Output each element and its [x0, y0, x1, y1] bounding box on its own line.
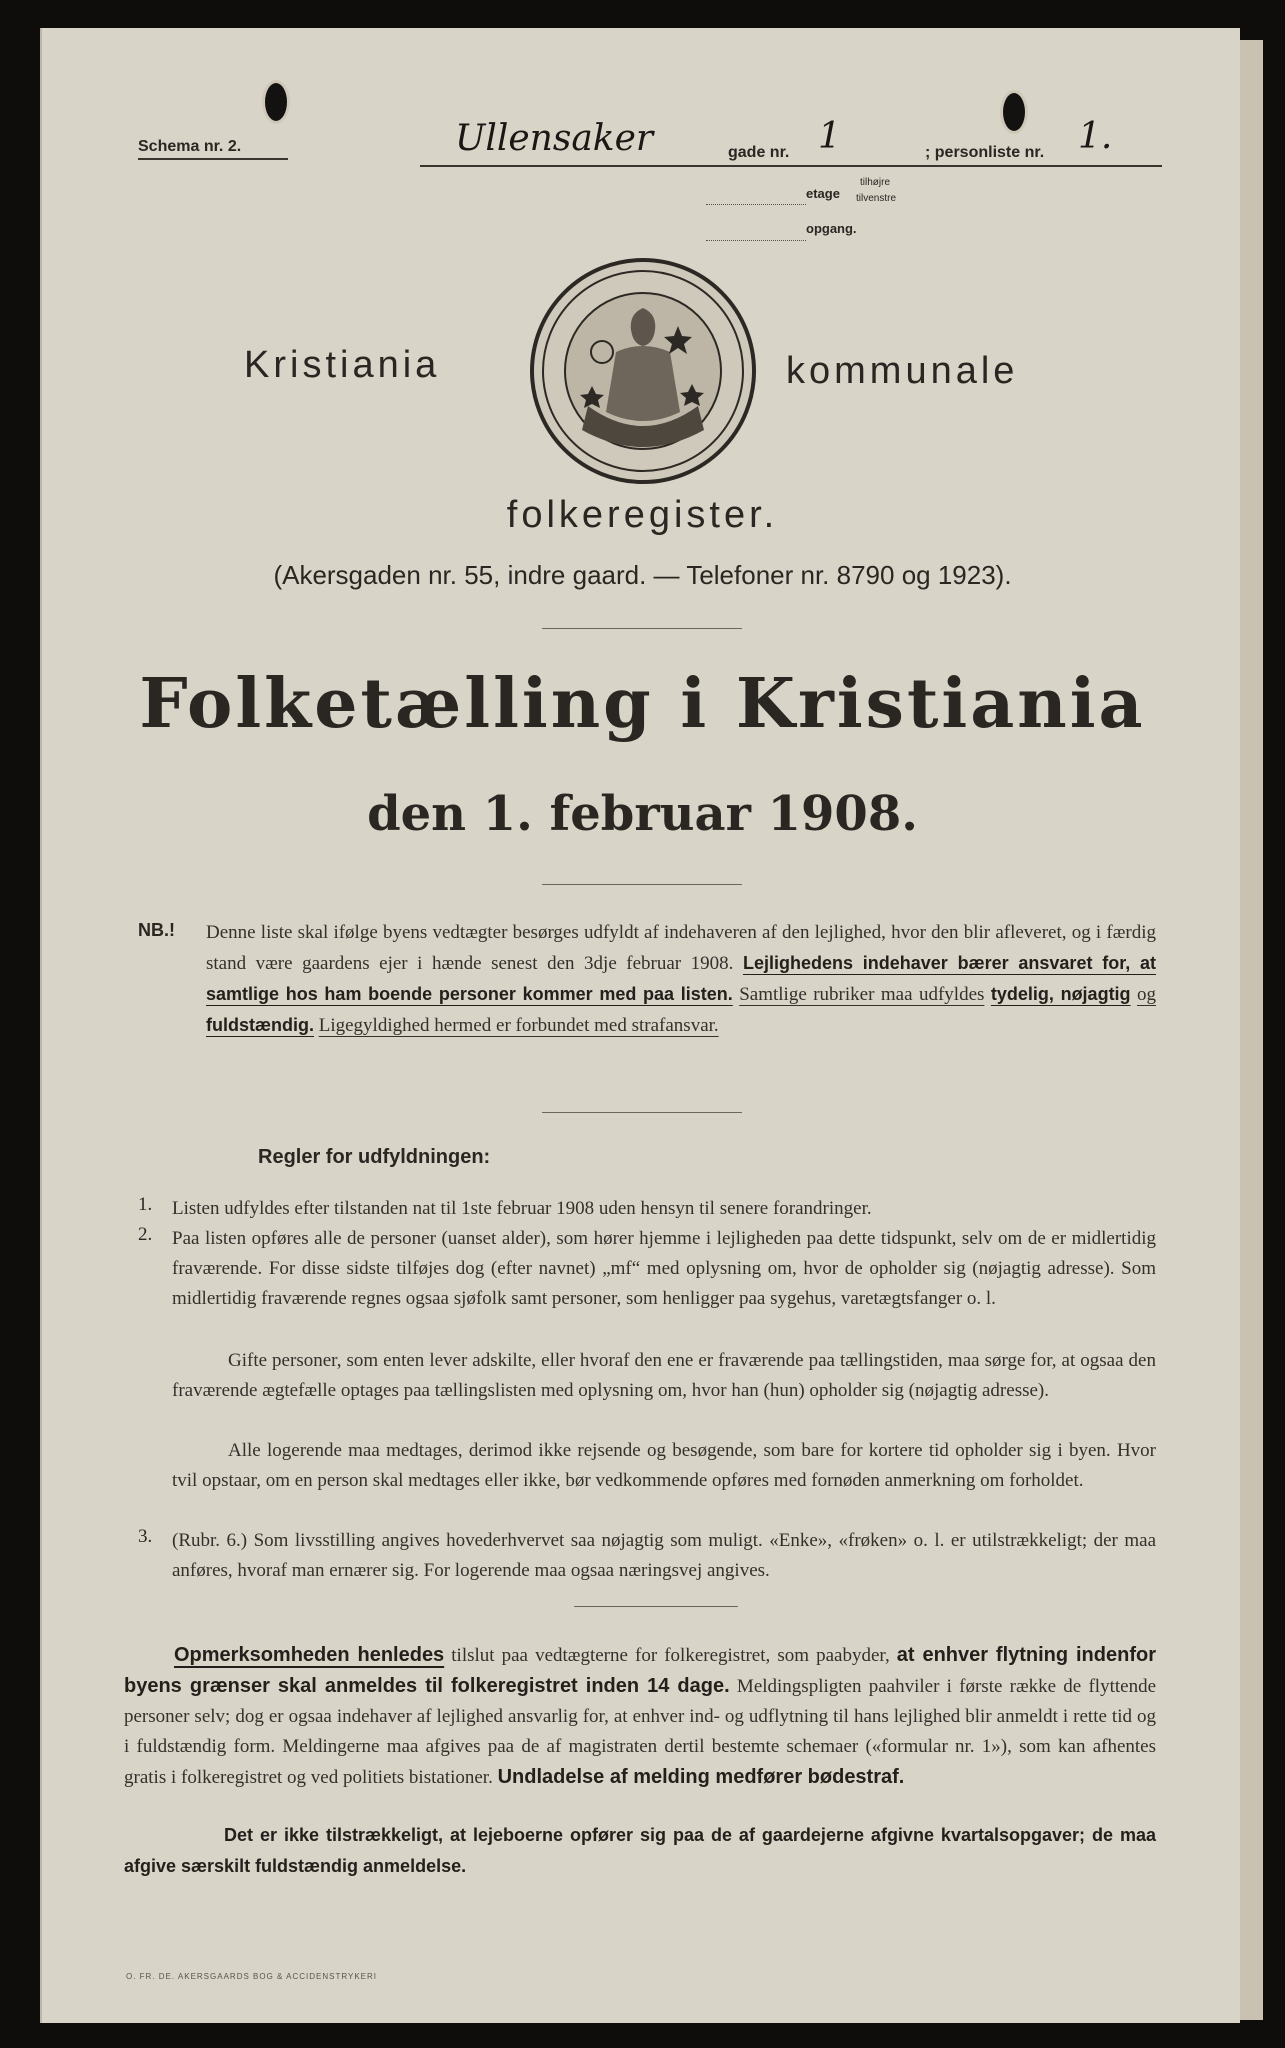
nb-paragraph — [206, 918, 1156, 1041]
notice-bold-1: at enhver flytning indenfor byens grænser skal anmeldes til folkeregistret inden 14 dage. — [124, 1644, 1156, 1697]
notice-bold-3: Det er ikke tilstrækkeligt, at lejeboerne opfører sig paa de af gaardejerne afgivne kvartalsopgaver; de maa afgive særskilt fuldstændig anmeldelse. — [124, 1825, 1156, 1876]
nb-text-2: Samtlige rubriker maa udfyldes — [739, 984, 985, 1005]
notice-text-1: tilslut paa vedtægterne for folkeregistret, som paabyder, — [451, 1645, 890, 1666]
masthead-address: (Akersgaden nr. 55, indre gaard. — Telefoner nr. 8790 og 1923). — [273, 560, 1012, 590]
rule-3-text: (Rubr. 6.) Som livsstilling angives hovederhvervet saa nøjagtig som muligt. «Enke», «frøken» o. l. er utilstrækkeligt; der maa anføres, hvoraf man ernærer sig. For logerende maa ogsaa næringsvej angives. — [172, 1530, 1156, 1581]
rule-2-logerende-text: Alle logerende maa medtages, derimod ikke rejsende og besøgende, som bare for kortere tid opholder sig i byen. Hvor tvil opstaar, om en person skal medtages eller ikke, bør vedkommende opføres med fornøden anmerkning om forholdet. — [172, 1440, 1156, 1491]
opgang-blank — [706, 240, 806, 241]
gade-number-handwritten: 1 — [818, 116, 841, 157]
street-name-handwritten: Ullensaker — [455, 118, 654, 159]
census-date: den 1. februar 1908. — [367, 786, 918, 842]
tilvenstre-label: tilvenstre — [856, 193, 897, 204]
printer-imprint: O. FR. DE. AKERSGAARDS BOG & ACCIDENSTRYKERI — [126, 1972, 378, 1981]
kristiania-seal — [528, 256, 758, 486]
notice-bold-2: Undladelse af melding medfører bødestraf. — [497, 1766, 905, 1788]
notice-paragraph — [124, 1640, 1156, 1793]
main-title: Folketælling i Kristiania — [139, 664, 1146, 744]
divider — [542, 884, 742, 885]
divider — [574, 1606, 738, 1607]
schema-label: Schema nr. 2. — [138, 138, 288, 160]
notice-paragraph-2 — [124, 1820, 1156, 1882]
nb-bold-3: fuldstændig. — [206, 1015, 314, 1035]
masthead-left: Kristiania — [244, 344, 441, 386]
tilhojre-label: tilhøjre — [860, 177, 891, 188]
nb-text-1: Denne liste skal ifølge byens vedtægter besørges udfyldt af indehaveren af den lejlighed, hvor den blir afleveret, og i færdig stand være gaardens ejer i hænde senest den 3dje februar 1908. — [206, 922, 1156, 974]
nb-text-3: og — [1137, 984, 1157, 1005]
nb-label: NB.! — [138, 920, 175, 940]
personliste-number-handwritten: 1. — [1078, 116, 1113, 157]
notice-text-2: Meldingspligten paahviler i første række de flyttende personer selv; dog er ogsaa indehaver af lejlighed ansvarlig for, at enhver ind- og udflytning til hans lejlighed blir anmeldt i rette tid og i fuldstændig form. Meldingerne maa afgives paa de af magistraten dertil bestemte schemaer («formular nr. 1»), som kan afhentes gratis i folkeregistret og ved politiets bistationer. — [124, 1676, 1157, 1788]
opgang-label: opgang. — [806, 221, 857, 236]
gade-label: gade nr. — [728, 144, 790, 161]
etage-blank — [706, 204, 806, 205]
nb-bold-1: Lejlighedens indehaver bærer ansvaret for, at samtlige hos ham boende personer kommer med paa listen. — [206, 953, 1157, 1004]
rule-1-text: Listen udfyldes efter tilstanden nat til 1ste februar 1908 uden hensyn til senere forandringer. — [172, 1198, 872, 1219]
masthead-folkeregister: folkeregister. — [506, 494, 779, 536]
punch-hole — [1000, 90, 1028, 134]
personliste-label: ; personliste nr. — [925, 144, 1045, 161]
rule-3-number: 3. — [138, 1526, 153, 1547]
nb-text-4: Ligegyldighed hermed er forbundet med strafansvar. — [318, 1015, 719, 1036]
divider — [542, 628, 742, 629]
rule-2-text: Paa listen opføres alle de personer (uanset alder), som hører hjemme i lejligheden paa dette tidspunkt, selv om de er midlertidig fraværende. For disse sidste tilføjes dog (efter navnet) „mf“ med oplysning om, hvor de opholder sig (nøjagtig adresse). Som midlertidig fraværende regnes ogsaa sjøfolk samt personer, som henligger paa sygehus, varetægtsfanger o. l. — [172, 1228, 1156, 1309]
notice-lead: Opmerksomheden henledes — [174, 1644, 445, 1666]
punch-hole — [262, 80, 290, 124]
rule-1-number: 1. — [138, 1194, 153, 1215]
rule-2-gifte-text: Gifte personer, som enten lever adskilte, eller hvoraf den ene er fraværende paa tællingstiden, maa sørge for, at ogsaa den fraværende ægtefælle optages paa tællingslisten med oplysning om, hvor han (hun) opholder sig (nøjagtig adresse). — [172, 1350, 1156, 1401]
etage-label: etage — [806, 186, 840, 201]
rule-2-number: 2. — [138, 1224, 153, 1245]
divider — [542, 1112, 742, 1113]
rules-heading: Regler for udfyldningen: — [258, 1146, 491, 1168]
header-underline — [420, 164, 1162, 167]
masthead-right: kommunale — [786, 350, 1019, 392]
nb-bold-2: tydelig, nøjagtig — [990, 984, 1131, 1004]
